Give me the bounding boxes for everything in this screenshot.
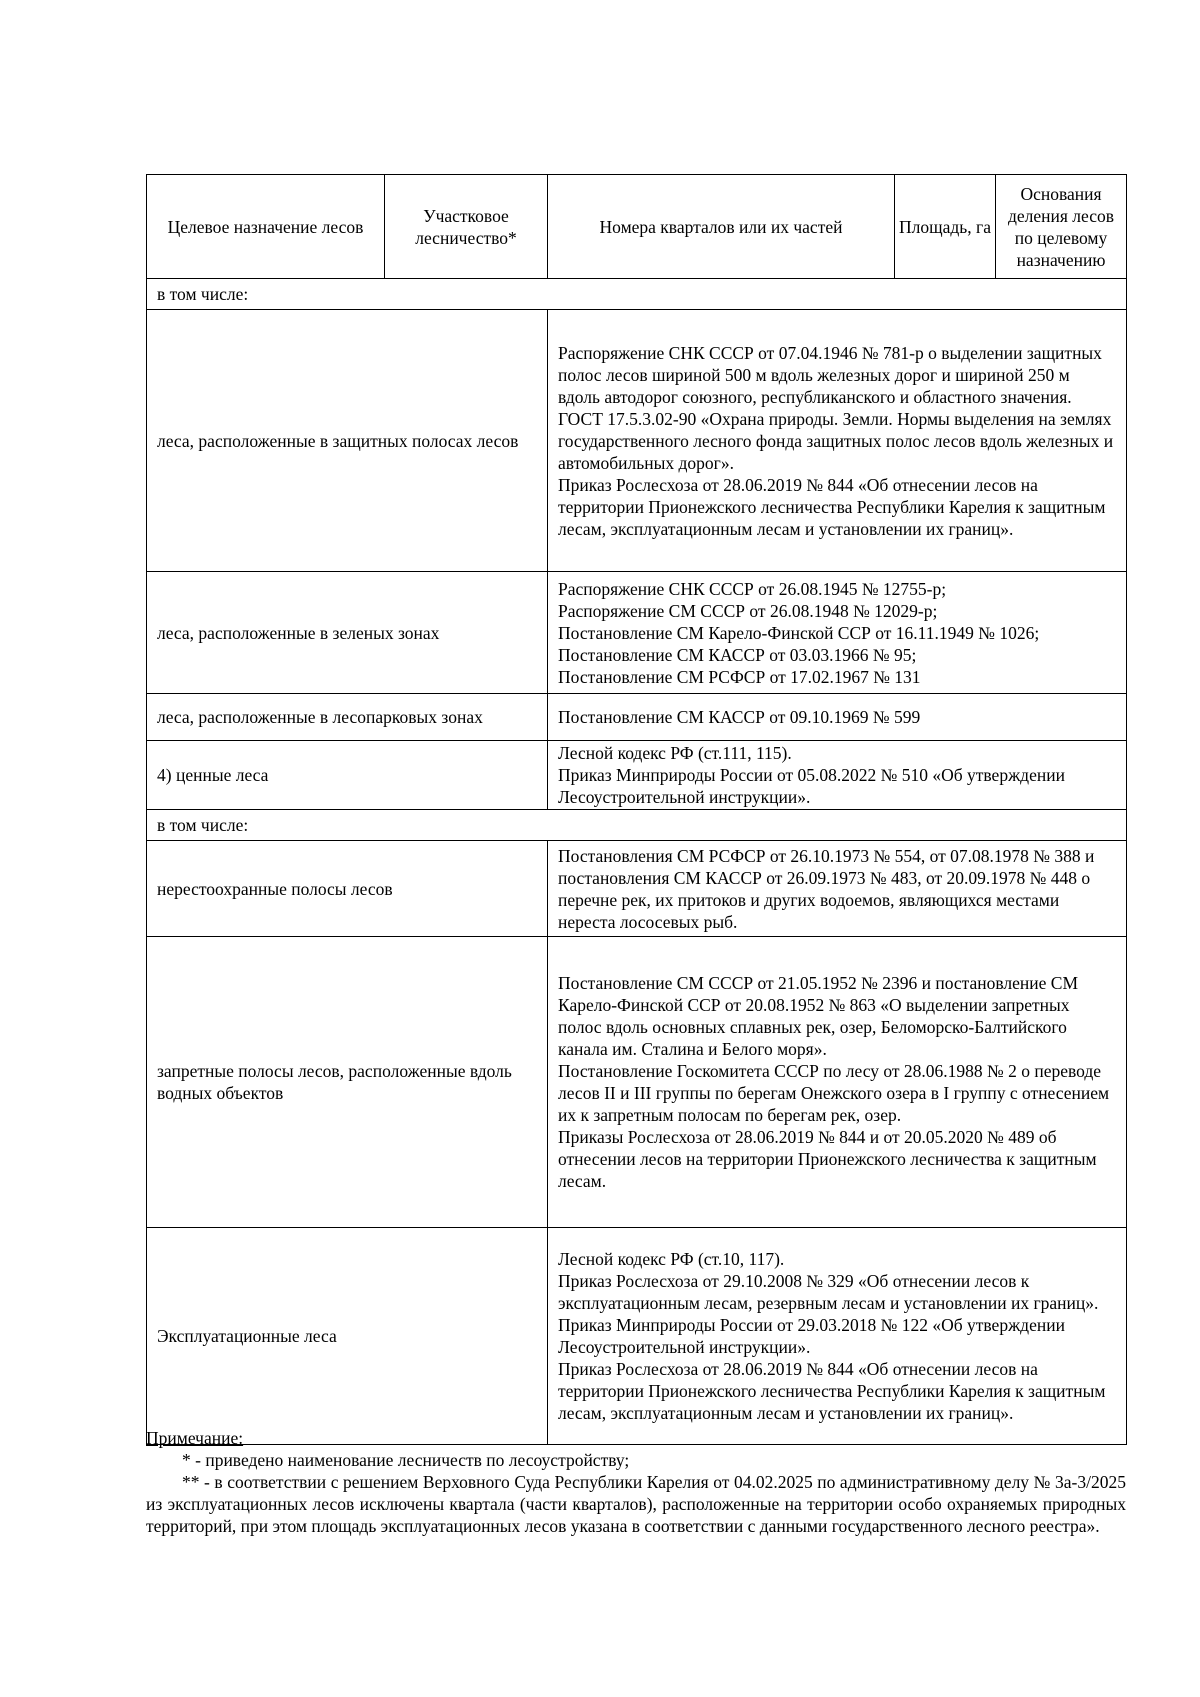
basis-paragraph: Постановление СМ Карело-Финской ССР от 16.11.1949 № 1026; [558,622,1040,643]
basis-paragraph: Постановление СМ РСФСР от 17.02.1967 № 131 [558,666,921,687]
notes-title: Примечание: [146,1428,244,1448]
basis-paragraph: Распоряжение СНК СССР от 26.08.1945 № 12755-р; [558,578,947,599]
basis-paragraph: Приказ Рослесхоза от 28.06.2019 № 844 «Об отнесении лесов на территории Прионежского лесничества Республики Карелия к защитным лесам, эксплуатационным лесам и установлении их границ». [558,1359,1106,1423]
basis-cell [548,572,1127,694]
basis-paragraph: Приказ Рослесхоза от 28.06.2019 № 844 «Об отнесении лесов на территории Прионежского лесничества Республики Карелия к защитным лесам, эксплуатационным лесам и установлении их границ». [558,474,1106,539]
basis-paragraph: Постановление Госкомитета СССР по лесу от 28.06.1988 № 2 о переводе лесов II и III группы по берегам Онежского озера в I группу с отнесением их к запретным полосам по берегам рек, озер. [558,1061,1110,1125]
basis-cell [548,937,1127,1228]
basis-paragraph: Лесной кодекс РФ (ст.111, 115). [558,743,792,763]
purpose-cell: леса, расположенные в лесопарковых зонах [147,694,548,741]
purpose-cell: леса, расположенные в зеленых зонах [147,572,548,694]
purpose-cell: 4) ценные леса [147,741,548,810]
header-quarters: Номера кварталов или их частей [548,175,895,279]
subheading-cell: в том числе: [147,810,1127,841]
purpose-cell: леса, расположенные в защитных полосах лесов [147,310,548,572]
basis-paragraph: Приказ Рослесхоза от 29.10.2008 № 329 «Об отнесении лесов к эксплуатационным лесам, резервным лесам и установлении их границ». Приказ Минприроды России от 29.03.2018 № 122 «Об утверждении Лесоустроительной инструкции». [558,1271,1099,1357]
table-row [147,741,1127,810]
basis-paragraph: Лесной кодекс РФ (ст.10, 117). [558,1249,785,1269]
basis-paragraph: ГОСТ 17.5.3.02-90 «Охрана природы. Земли. Нормы выделения на землях государственного лесного фонда защитных полос лесов вдоль железных и автомобильных дорог». [558,408,1114,473]
basis-paragraph: Распоряжение СМ СССР от 26.08.1948 № 12029-р; [558,600,938,621]
subheading-cell: в том числе: [147,279,1127,310]
basis-paragraph: Приказ Минприроды России от 05.08.2022 № 510 «Об утверждении Лесоустроительной инструкции». [558,765,1065,807]
basis-cell [548,694,1127,741]
purpose-cell: Эксплуатационные леса [147,1228,548,1445]
note-item: ** - в соответствии с решением Верховного Суда Республики Карелия от 04.02.2025 по административному делу № 3а-3/2025 из эксплуатационных лесов исключены квартала (части кварталов), расположенные на территории особо охраняемых природных территорий, при этом площадь эксплуатационных лесов указана в соответствии с данными государственного лесного реестра». [146,1472,1126,1536]
purpose-cell: нерестоохранные полосы лесов [147,841,548,937]
purpose-cell: запретные полосы лесов, расположенные вдоль водных объектов [147,937,548,1228]
basis-paragraph: Постановления СМ РСФСР от 26.10.1973 № 554, от 07.08.1978 № 388 и постановления СМ КАССР от 26.09.1973 № 483, от 20.09.1978 № 448 о перечне рек, их притоков и других водоемов, являющихся местами нереста лососевых рыб. [558,845,1095,932]
table-subheading-row [147,810,1127,841]
table-row [147,937,1127,1228]
notes-section [146,1427,1126,1537]
table-row [147,572,1127,694]
basis-paragraph: Постановление СМ СССР от 21.05.1952 № 2396 и постановление СМ Карело-Финской ССР от 20.08.1952 № 863 «О выделении запретных полос вдоль основных сплавных рек, озер, Беломорско-Балтийского канала им. Сталина и Белого моря». [558,973,1079,1059]
basis-paragraph: Распоряжение СНК СССР от 07.04.1946 № 781-р о выделении защитных полос лесов шириной 500 м вдоль железных дорог и шириной 250 м вдоль автодорог союзного, республиканского и областного значения. [558,342,1102,407]
table-row [147,841,1127,937]
forest-purpose-table [146,174,1127,1445]
basis-paragraph: Постановление СМ КАССР от 09.10.1969 № 599 [558,707,921,727]
table-row [147,1228,1127,1445]
table-subheading-row [147,279,1127,310]
basis-cell [548,841,1127,937]
note-item: * - приведено наименование лесничеств по лесоустройству; [182,1450,630,1470]
table-row [147,310,1127,572]
table-body [147,279,1127,1445]
basis-cell [548,1228,1127,1445]
header-basis: Основания деления лесов по целевому назначению [996,175,1127,279]
table-row [147,694,1127,741]
basis-cell [548,310,1127,572]
basis-paragraph: Постановление СМ КАССР от 03.03.1966 № 95; [558,644,917,665]
table-header-row [147,175,1127,279]
basis-cell [548,741,1127,810]
header-area: Площадь, га [895,175,996,279]
header-purpose: Целевое назначение лесов [147,175,385,279]
basis-paragraph: Приказы Рослесхоза от 28.06.2019 № 844 и от 20.05.2020 № 489 об отнесении лесов на территории Прионежского лесничества к защитным лесам. [558,1127,1097,1191]
header-district: Участковое лесничество* [385,175,548,279]
